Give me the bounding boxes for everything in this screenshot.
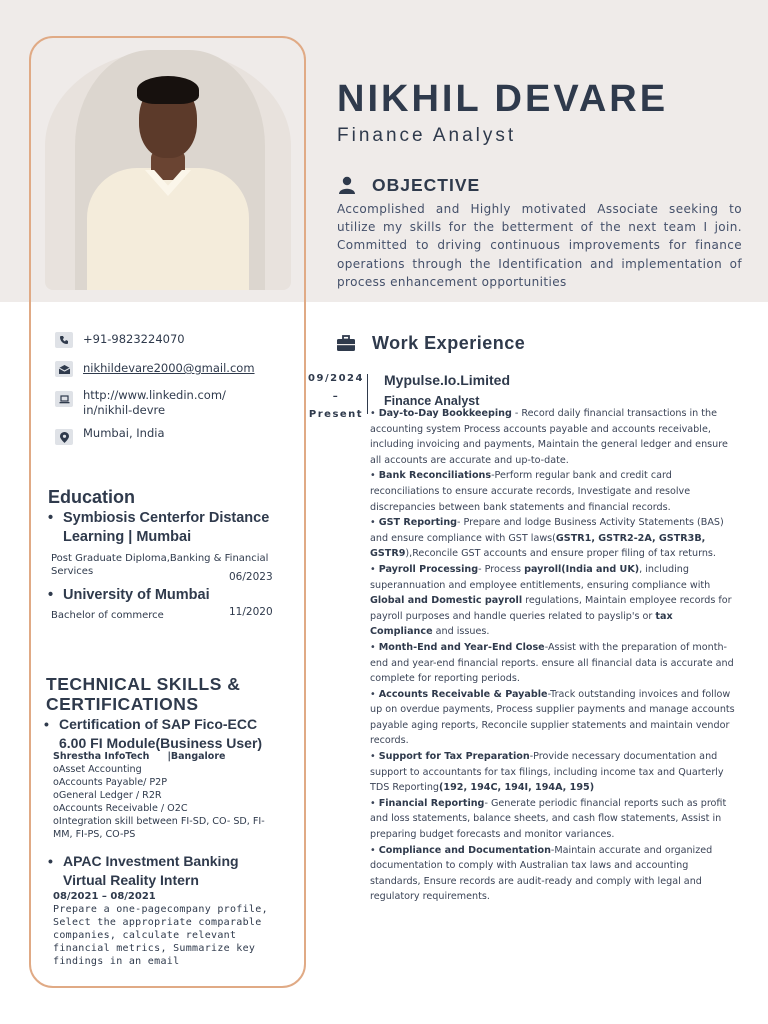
- location-text: Mumbai, India: [83, 426, 165, 440]
- certification-provider: Shrestha InfoTech |Bangalore: [53, 751, 226, 762]
- candidate-name: NIKHIL DEVARE: [337, 78, 669, 120]
- internship-dates: 08/2021 – 08/2021: [53, 891, 156, 902]
- contact-email-row: [55, 361, 255, 377]
- person-icon: [337, 176, 357, 194]
- candidate-role: Finance Analyst: [337, 125, 517, 146]
- education-title: Education: [48, 487, 136, 507]
- internship-description: Prepare a one-pagecompany profile, Select the appropriate comparable companies, calculate relevant financial metrics, Summarize key findings in an email: [53, 904, 268, 967]
- duty-item: • Month-End and Year-End Close-Assist with the preparation of month-end and year-end financial reports. ensure all financial data is accurate and complete for reporting periods.: [370, 641, 734, 685]
- duty-item: • Payroll Processing- Process payroll(India and UK), including superannuation and employee entitlements, ensuring compliance with Global and Domestic payroll regulations, Maintain employee records for payroll purposes and handle queries related to payslip's or tax Compliance and issues.: [370, 563, 732, 638]
- education-date-1: 06/2023: [229, 571, 273, 583]
- job-role: Finance Analyst: [384, 394, 480, 408]
- duty-item: • Day-to-Day Bookkeeping - Record daily financial transactions in the accounting system Process accounts payable and accounts receivable, including invoicing and payments, Maintain the general ledger and ensure all accounts are accurate and up-to-date.: [370, 408, 728, 466]
- email-link[interactable]: nikhildevare2000@gmail.com: [83, 361, 255, 375]
- objective-title: OBJECTIVE: [372, 175, 481, 195]
- phone-number: +91-9823224070: [83, 332, 185, 346]
- linkedin-link[interactable]: http://www.linkedin.com/ in/nikhil-devre: [83, 388, 226, 417]
- education-degree-1: Post Graduate Diploma,Banking & Financial Services: [51, 553, 269, 577]
- contact-location-row: [55, 426, 165, 445]
- certification-modules: oAsset Accounting oAccounts Payable/ P2P oGeneral Ledger / R2R oAccounts Receivable / O2C oIntegration skill between FI-SD, CO- SD, FI- MM, FI-PS, CO-PS: [53, 764, 265, 840]
- education-school-1: • Symbiosis Centerfor Distance Learning | Mumbai: [63, 509, 269, 547]
- duty-item: • Accounts Receivable & Payable-Track outstanding invoices and follow up on overdue payments, Process supplier payments and manage accounts payable aging reports, Reconcile supplier statements and maintain vendor records.: [370, 688, 735, 747]
- phone-icon: [55, 332, 73, 348]
- education-date-2: 11/2020: [229, 606, 273, 618]
- objective-text: Accomplished and Highly motivated Associate seeking to utilize my skills for the betterment of the next team I join. Committed to driving continuous improvements for finance operations through the Identification and implementation of process enhancement opportunities: [337, 202, 742, 289]
- duty-item: • Financial Reporting- Generate periodic financial reports such as profit and loss statements, balance sheets, and cash flow statements, Assist in preparing budget forecasts and monitor variances.: [370, 797, 727, 841]
- laptop-icon: [55, 391, 73, 407]
- duty-item: • Support for Tax Preparation-Provide necessary documentation and support to accountants for tax filings, including income tax and Quarterly TDS Reporting(192, 194C, 194I, 194A, 195): [370, 751, 724, 794]
- contact-phone-row: [55, 332, 185, 348]
- education-school-2: • University of Mumbai: [63, 586, 210, 605]
- experience-period: 09/2024 – Present: [308, 373, 364, 420]
- skills-title: TECHNICAL SKILLS & CERTIFICATIONS: [46, 674, 241, 714]
- internship-title: • APAC Investment Banking Virtual Reality Intern: [63, 852, 239, 890]
- company-name: Mypulse.Io.Limited: [384, 372, 511, 388]
- mail-icon: [55, 361, 73, 377]
- timeline-divider: [367, 374, 368, 414]
- contact-linkedin-row: [55, 388, 226, 418]
- experience-duties: [370, 406, 736, 905]
- duty-item: • Compliance and Documentation-Maintain accurate and organized documentation to comply with Australian tax laws and accounting standards, Ensure records are audit-ready and comply with legal and regulatory requirements.: [370, 844, 713, 903]
- profile-photo: [45, 50, 291, 290]
- briefcase-icon: [336, 335, 356, 353]
- experience-title: Work Experience: [372, 333, 526, 353]
- duty-item: • GST Reporting- Prepare and lodge Business Activity Statements (BAS) and ensure compliance with GST laws(GSTR1, GSTR2-2A, GSTR3B, GSTR9),Reconcile GST accounts and ensure proper filing of tax returns.: [370, 517, 724, 560]
- duty-item: • Bank Reconciliations-Perform regular bank and credit card reconciliations to ensure accurate records, Investigate and resolve discrepancies between bank statements and financial records.: [370, 470, 691, 513]
- education-degree-2: Bachelor of commerce: [51, 610, 164, 621]
- certification-title: • Certification of SAP Fico-ECC 6.00 FI Module(Business User): [59, 715, 262, 753]
- location-pin-icon: [55, 429, 73, 445]
